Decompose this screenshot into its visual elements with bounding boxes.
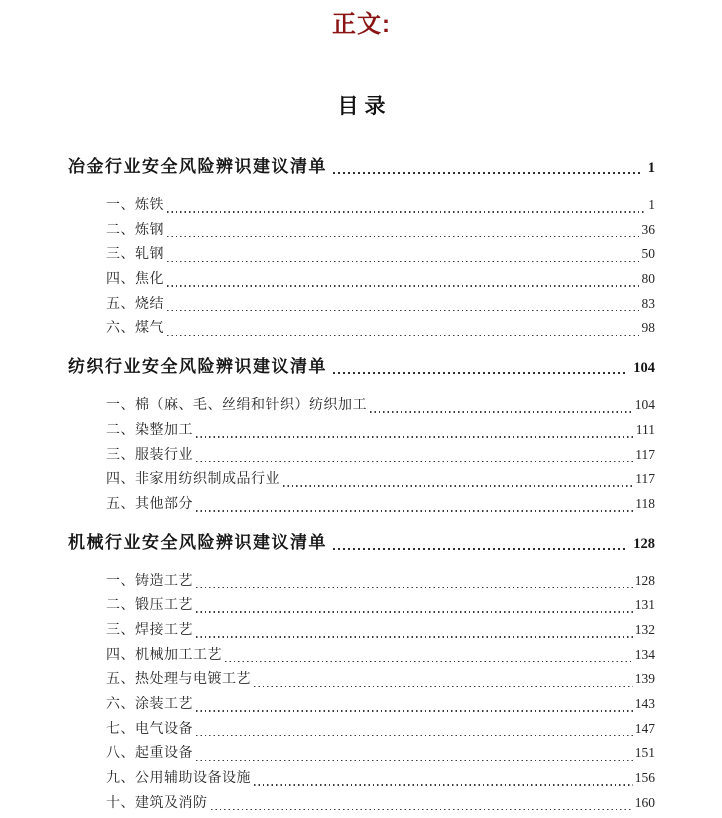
toc-section-heading-link[interactable] — [68, 532, 655, 554]
toc-item-label: 五、其他部分 — [106, 496, 193, 512]
toc-section-title: 纺织行业安全风险辨识建议清单 — [68, 357, 327, 377]
toc-item-label: 二、染整加工 — [106, 422, 193, 438]
dot-leader — [254, 686, 633, 688]
toc-item-link[interactable] — [68, 268, 655, 293]
toc-item-label: 二、锻压工艺 — [106, 598, 193, 614]
toc-item-page-number: 132 — [634, 621, 655, 637]
toc-item-label: 三、焊接工艺 — [106, 622, 193, 638]
toc-item-label: 八、起重设备 — [106, 746, 193, 762]
toc-item-page-number: 139 — [634, 671, 655, 687]
toc-item-page-number: 98 — [641, 320, 655, 336]
toc-item-link[interactable] — [68, 792, 655, 817]
toc-section-page-number: 128 — [633, 535, 655, 552]
toc-item-link[interactable] — [68, 444, 655, 469]
toc-item-label: 六、涂装工艺 — [106, 697, 193, 712]
toc-item-label: 十、建筑及消防 — [106, 795, 208, 811]
toc-item-label: 一、铸造工艺 — [106, 573, 193, 589]
dot-leader — [196, 587, 633, 589]
dot-leader — [333, 172, 643, 174]
toc-item-link[interactable] — [68, 317, 655, 342]
toc-item-link[interactable] — [68, 468, 655, 493]
body-section-label: 正文: — [332, 11, 391, 38]
dot-leader — [167, 211, 646, 213]
toc-item-link[interactable] — [68, 668, 655, 693]
toc-item-link[interactable] — [68, 718, 655, 743]
toc-item-label: 三、轧钢 — [106, 247, 164, 263]
toc-item-page-number: 131 — [634, 597, 655, 613]
dot-leader — [196, 735, 633, 737]
toc-item-page-number: 83 — [641, 295, 655, 311]
toc-item-page-number: 80 — [641, 271, 655, 287]
toc-item-page-number: 111 — [635, 421, 655, 437]
toc-item-link[interactable] — [68, 742, 655, 767]
dot-leader — [167, 285, 640, 287]
toc-item-link[interactable] — [68, 594, 655, 619]
toc-item-link[interactable] — [68, 243, 655, 268]
toc-item-link[interactable] — [68, 493, 655, 518]
toc-item-page-number: 50 — [641, 246, 655, 262]
dot-leader — [196, 636, 633, 638]
toc-item-label: 九、公用辅助设备设施 — [106, 771, 251, 787]
toc-section-page-number: 1 — [647, 160, 655, 176]
toc-section-metallurgy — [68, 156, 655, 342]
toc-section-title: 冶金行业安全风险辨识建议清单 — [68, 157, 327, 176]
dot-leader — [196, 461, 633, 463]
toc-section-heading-link[interactable] — [68, 156, 655, 178]
toc-item-page-number: 117 — [635, 471, 655, 487]
toc-item-page-number: 117 — [635, 446, 655, 462]
dot-leader — [225, 661, 633, 663]
toc-item-page-number: 36 — [641, 221, 655, 237]
toc-item-page-number: 1 — [648, 197, 655, 212]
toc-section-textile — [68, 356, 655, 517]
toc-item-label: 四、机械加工工艺 — [106, 647, 222, 663]
dot-leader — [167, 335, 640, 337]
toc-item-page-number: 134 — [634, 646, 655, 662]
toc-item-link[interactable] — [68, 767, 655, 792]
toc-item-link[interactable] — [68, 570, 655, 595]
toc-item-label: 四、非家用纺织制成品行业 — [106, 472, 280, 488]
dot-leader — [333, 372, 628, 374]
toc-item-label: 五、热处理与电镀工艺 — [106, 672, 251, 688]
toc-item-page-number: 143 — [634, 696, 655, 711]
dot-leader — [196, 710, 633, 712]
toc-item-page-number: 128 — [634, 572, 655, 588]
dot-leader — [196, 436, 634, 438]
toc-item-label: 一、棉（麻、毛、丝绢和针织）纺织加工 — [106, 398, 367, 414]
toc-item-link[interactable] — [68, 219, 655, 244]
toc-item-page-number: 160 — [634, 794, 655, 810]
toc-item-label: 六、煤气 — [106, 321, 164, 337]
toc-item-label: 七、电气设备 — [106, 721, 193, 737]
dot-leader — [167, 236, 640, 238]
toc-title: 目录 — [337, 94, 392, 118]
toc-item-link[interactable] — [68, 419, 655, 444]
table-of-contents — [68, 156, 655, 816]
dot-leader — [196, 611, 633, 613]
toc-item-page-number: 118 — [635, 495, 655, 511]
toc-item-link[interactable] — [68, 693, 655, 718]
dot-leader — [254, 784, 633, 786]
dot-leader — [283, 485, 633, 487]
toc-section-machinery — [68, 532, 655, 817]
dot-leader — [167, 261, 640, 263]
dot-leader — [196, 760, 633, 762]
dot-leader — [211, 809, 633, 811]
toc-item-link[interactable] — [68, 394, 655, 419]
toc-item-label: 四、焦化 — [106, 272, 164, 288]
toc-item-link[interactable] — [68, 194, 655, 219]
toc-section-title: 机械行业安全风险辨识建议清单 — [68, 532, 327, 552]
toc-item-link[interactable] — [68, 619, 655, 644]
toc-item-page-number: 156 — [634, 770, 655, 786]
toc-item-label: 二、炼钢 — [106, 222, 164, 238]
dot-leader — [196, 510, 633, 512]
toc-item-page-number: 151 — [634, 745, 655, 761]
toc-item-link[interactable] — [68, 644, 655, 669]
toc-item-label: 一、炼铁 — [106, 198, 164, 213]
toc-section-heading-link[interactable] — [68, 356, 655, 378]
dot-leader — [370, 411, 633, 413]
toc-item-label: 五、烧结 — [106, 296, 164, 312]
toc-item-page-number: 147 — [634, 720, 655, 736]
toc-section-page-number: 104 — [633, 360, 655, 377]
toc-item-link[interactable] — [68, 293, 655, 318]
dot-leader — [333, 548, 628, 550]
dot-leader — [167, 310, 640, 312]
toc-item-label: 三、服装行业 — [106, 447, 193, 463]
toc-item-page-number: 104 — [634, 397, 655, 413]
